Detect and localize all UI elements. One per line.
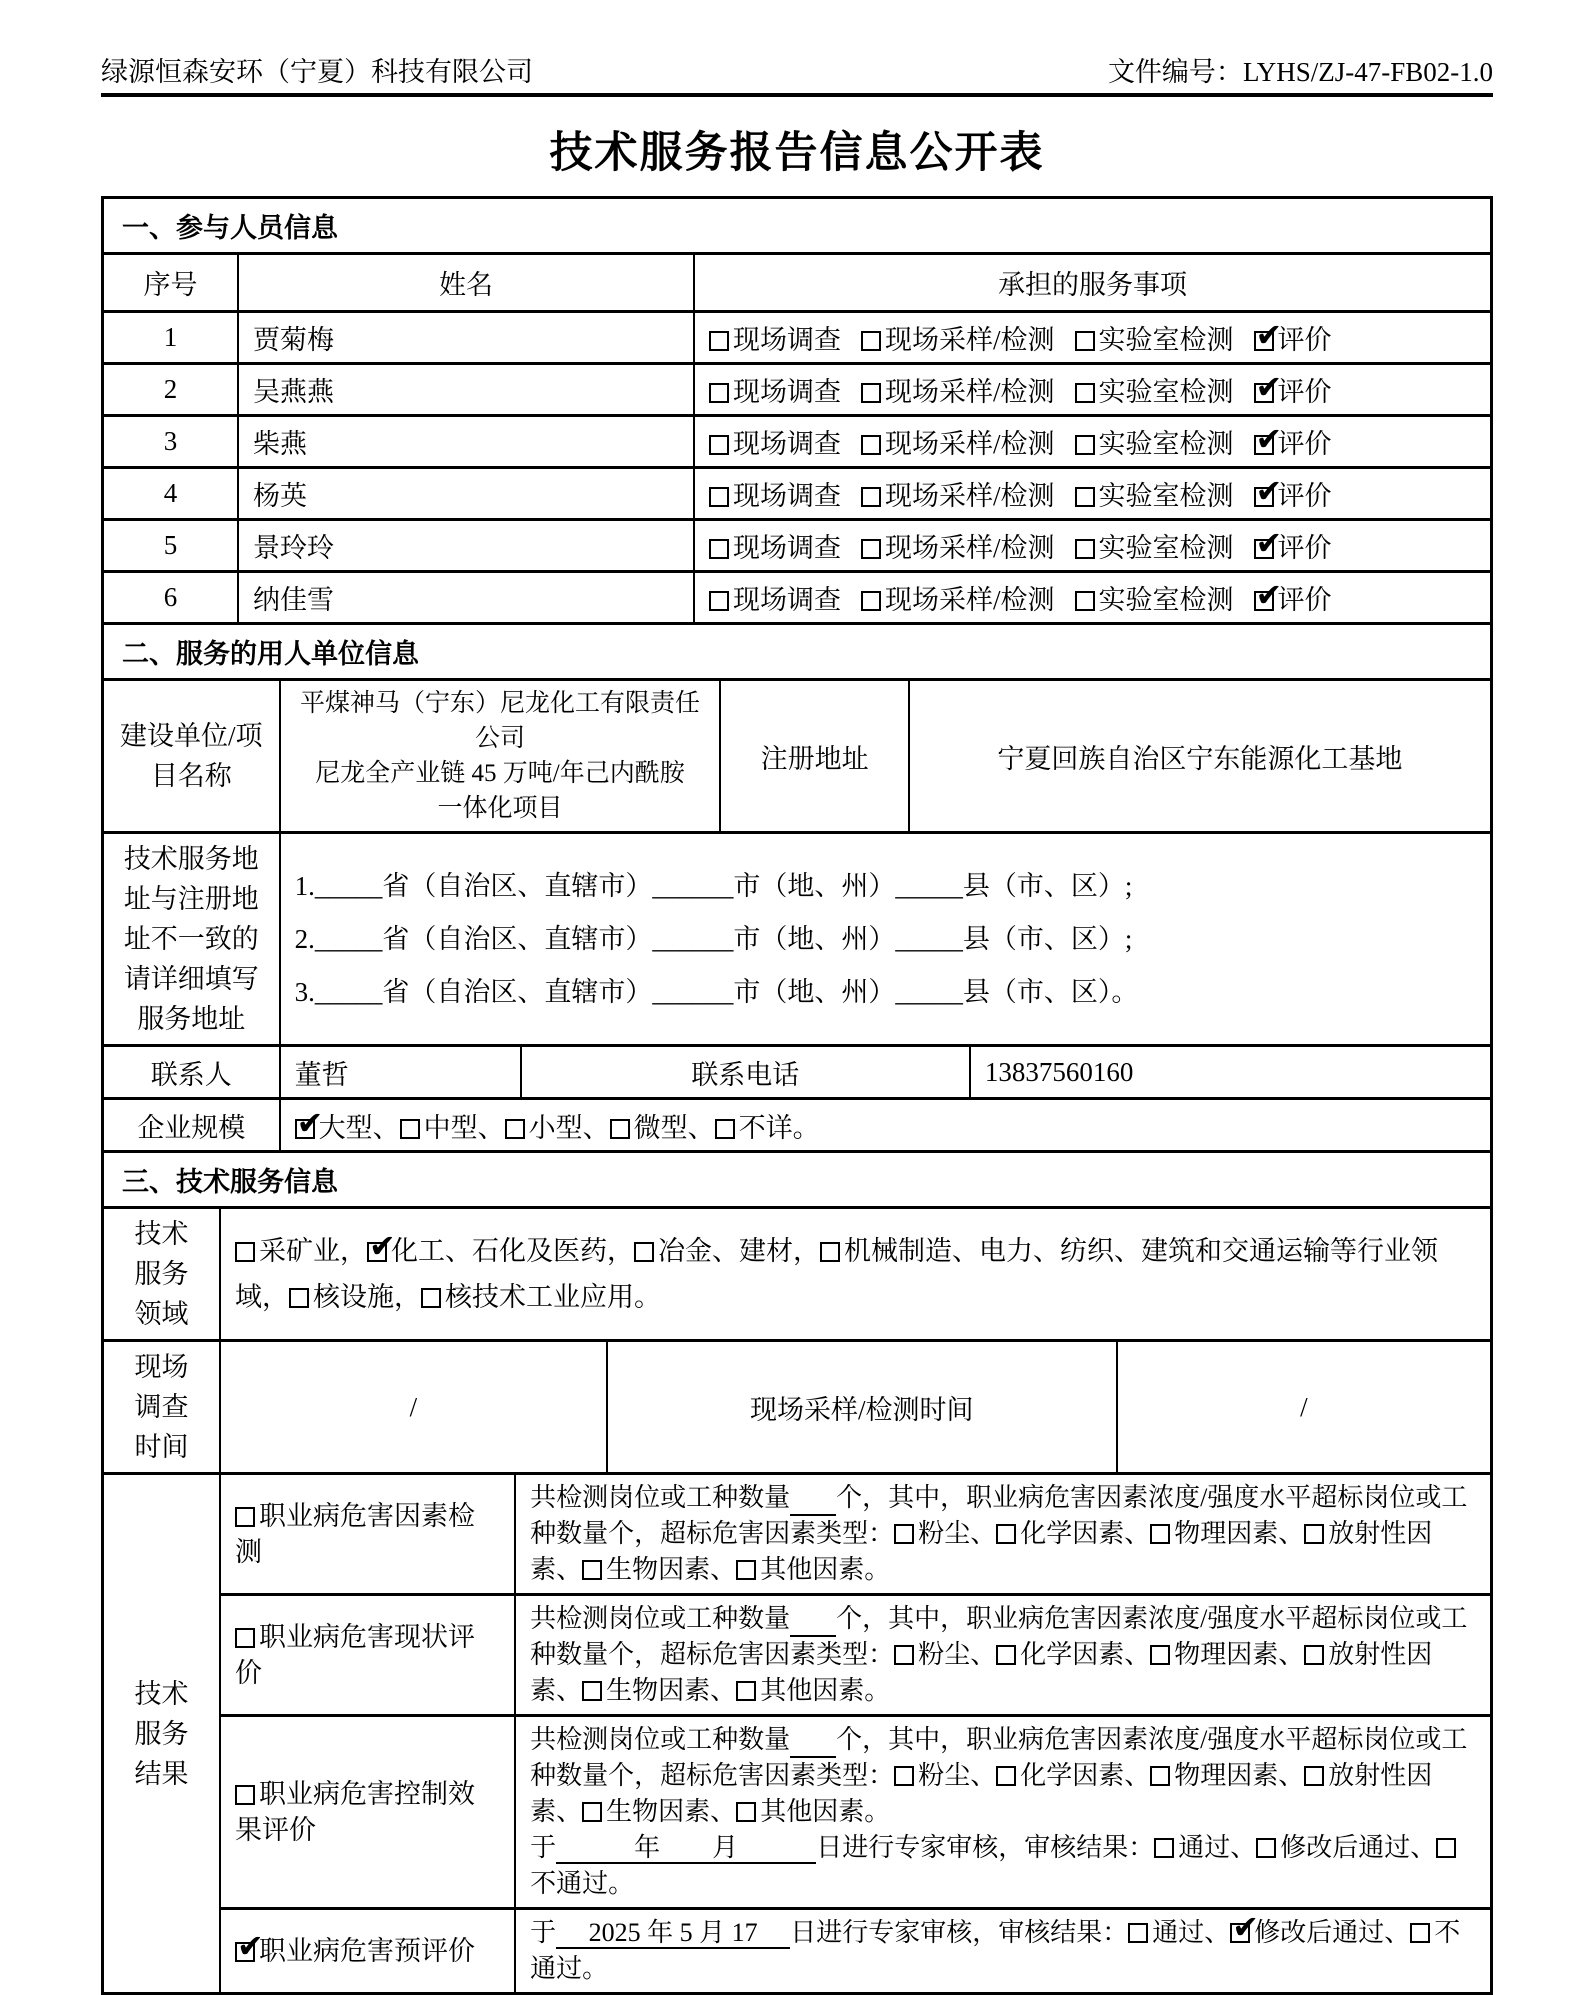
checkbox-site-sampling[interactable]: [861, 435, 881, 455]
registered-address-value: 宁夏回族自治区宁东能源化工基地: [908, 681, 1490, 831]
column-header-services: 承担的服务事项: [693, 255, 1490, 310]
option-label: 其他因素。: [760, 1555, 891, 1584]
checkbox-site-survey[interactable]: [709, 487, 729, 507]
section3-heading-row: [104, 1150, 1490, 1206]
checkbox-factor-chemical[interactable]: [996, 1766, 1016, 1786]
option-label: 现场调查: [733, 585, 842, 615]
option-label: 评价: [1277, 377, 1332, 407]
checkbox-review-pass-after-revision[interactable]: [1256, 1838, 1276, 1858]
checkbox-lab-testing[interactable]: [1075, 487, 1095, 507]
option-label: 现场采样/检测: [885, 481, 1055, 511]
option-label: 放射性因素、: [530, 1640, 1433, 1705]
checkbox-evaluation[interactable]: [1254, 383, 1274, 403]
service-address-lines: [279, 834, 1490, 1044]
review-line: 于 年 月 日进行专家审核，审核结果： 通过、 修改后通过、不通过。: [530, 1830, 1476, 1902]
person-row: [104, 518, 1490, 570]
survey-time-value: /: [219, 1342, 606, 1472]
checkbox-review-fail[interactable]: [1410, 1923, 1430, 1943]
option-label: 现场调查: [733, 533, 842, 563]
option-label: 物理因素、: [1174, 1519, 1305, 1548]
person-name: 柴燕: [237, 417, 693, 466]
results-rows: [219, 1475, 1490, 1992]
checkbox-review-pass-after-revision[interactable]: [1230, 1923, 1250, 1943]
option-label: 其他因素。: [760, 1676, 891, 1705]
person-index: 5: [163, 530, 178, 560]
option-label: 化学因素、: [1020, 1761, 1151, 1790]
option-label: 修改后通过、: [1254, 1918, 1411, 1947]
option-label: 化学因素、: [1020, 1519, 1151, 1548]
checkbox-lab-testing[interactable]: [1075, 539, 1095, 559]
option-label: 核技术工业应用。: [445, 1282, 662, 1312]
checkbox-scale-small[interactable]: [505, 1119, 525, 1139]
checkbox-field-mining[interactable]: [235, 1242, 255, 1262]
option-label: 实验室检测: [1098, 377, 1234, 407]
option-label: 实验室检测: [1098, 325, 1234, 355]
checkbox-factor-chemical[interactable]: [996, 1524, 1016, 1544]
option-label: 评价: [1277, 533, 1332, 563]
review-date-value[interactable]: 2025 年 5 月 17: [556, 1918, 791, 1947]
result-type-detection: [221, 1475, 514, 1593]
count-blank-field[interactable]: [790, 1728, 836, 1758]
checkbox-factor-physical[interactable]: [1150, 1524, 1170, 1544]
service-address-blank-line[interactable]: 3._____省（自治区、直辖市）______市（地、州）_____县（市、区）。: [294, 976, 1139, 1007]
time-row: [104, 1339, 1490, 1472]
person-services: [693, 417, 1490, 466]
option-label: 大型、: [318, 1112, 400, 1143]
checkbox-lab-testing[interactable]: [1075, 591, 1095, 611]
option-label: 现场调查: [733, 481, 842, 511]
option-label: 不通过。: [530, 1918, 1461, 1983]
option-label: 现场采样/检测: [885, 429, 1055, 459]
checkbox-scale-micro[interactable]: [610, 1119, 630, 1139]
service-address-row: [104, 831, 1490, 1044]
checkbox-review-fail[interactable]: [1436, 1838, 1456, 1858]
sampling-time-label: 现场采样/检测时间: [606, 1342, 1116, 1472]
section1-header-row: [104, 252, 1490, 310]
checkbox-factor-dust[interactable]: [894, 1766, 914, 1786]
company-name: 绿源恒森安环（宁夏）科技有限公司: [101, 57, 533, 87]
option-label: 实验室检测: [1098, 429, 1234, 459]
option-label: 不详。: [738, 1112, 820, 1143]
person-services: [693, 521, 1490, 570]
person-name: 纳佳雪: [237, 573, 693, 622]
result-row-status-eval: [221, 1593, 1490, 1714]
checkbox-factor-radioactive[interactable]: [1304, 1645, 1324, 1665]
results-block: [104, 1472, 1490, 1992]
checkbox-scale-unknown[interactable]: [715, 1119, 735, 1139]
option-label: 职业病危害控制效果评价: [235, 1779, 476, 1845]
option-label: 化学因素、: [1020, 1640, 1151, 1669]
checkbox-factor-dust[interactable]: [894, 1645, 914, 1665]
checkbox-factor-biological[interactable]: [582, 1681, 602, 1701]
checkbox-lab-testing[interactable]: [1075, 383, 1095, 403]
option-label: 物理因素、: [1174, 1761, 1305, 1790]
option-label: 评价: [1277, 325, 1332, 355]
service-address-label: 技术服务地 址与注册地 址不一致的 请详细填写 服务地址: [123, 844, 259, 1034]
checkbox-site-sampling[interactable]: [861, 383, 881, 403]
checkbox-site-sampling[interactable]: [861, 591, 881, 611]
checkbox-factor-dust[interactable]: [894, 1524, 914, 1544]
doc-number: 文件编号：LYHS/ZJ-47-FB02-1.0: [1107, 57, 1493, 87]
contact-row: [104, 1044, 1490, 1097]
option-label: 生物因素、: [606, 1797, 737, 1826]
results-label: 技术 服务 结果: [134, 1678, 189, 1789]
section1-heading-row: [104, 199, 1490, 252]
column-header-index: 序号: [143, 270, 198, 300]
result-content: 共检测岗位或工种数量 个，其中，职业病危害因素浓度/强度水平超标岗位或工种数量个，超标危害因素类型： 粉尘、 化学因素、 物理因素、 放射性因素、 生物因素、 其他因素。: [514, 1475, 1490, 1593]
person-name: 景玲玲: [237, 521, 693, 570]
checkbox-field-nuclear-tech[interactable]: [421, 1288, 441, 1308]
option-label: 粉尘、: [918, 1761, 997, 1790]
person-name: 吴燕燕: [237, 365, 693, 414]
result-type-status-eval: [221, 1596, 514, 1714]
checkbox-site-sampling[interactable]: [861, 331, 881, 351]
person-index: 3: [163, 426, 178, 456]
person-row: [104, 310, 1490, 362]
option-label: 机械制造、电力、纺织、建筑和交通运输等行业领域，: [235, 1236, 1439, 1312]
option-label: 通过、: [1178, 1833, 1257, 1862]
option-label: 中型、: [423, 1112, 505, 1143]
section2-heading-row: [104, 622, 1490, 678]
option-label: 实验室检测: [1098, 481, 1234, 511]
column-header-name: 姓名: [237, 255, 693, 310]
option-label: 现场调查: [733, 377, 842, 407]
option-label: 生物因素、: [606, 1555, 737, 1584]
contact-name: 董哲: [279, 1047, 520, 1097]
person-index: 2: [163, 374, 178, 404]
option-label: 现场调查: [733, 429, 842, 459]
checkbox-factor-radioactive[interactable]: [1304, 1524, 1324, 1544]
option-label: 生物因素、: [606, 1676, 737, 1705]
checkbox-factor-other[interactable]: [736, 1681, 756, 1701]
checkbox-evaluation[interactable]: [1254, 591, 1274, 611]
result-content: 于 2025 年 5 月 17 日进行专家审核，审核结果： 通过、 ✔ 修改后通过、 不通过。: [514, 1910, 1490, 1992]
option-label: 微型、: [633, 1112, 715, 1143]
survey-time-label: 现场 调查 时间: [134, 1352, 189, 1462]
checkbox-field-nuclear-facility[interactable]: [289, 1288, 309, 1308]
checkbox-lab-testing[interactable]: [1075, 331, 1095, 351]
option-label: 不通过。: [530, 1869, 635, 1898]
checkbox-scale-large[interactable]: [295, 1119, 315, 1139]
service-field-options: [219, 1209, 1490, 1339]
result-row-detection: [221, 1475, 1490, 1593]
person-services: [693, 573, 1490, 622]
document-page: [101, 0, 1493, 1995]
option-label: 现场采样/检测: [885, 325, 1055, 355]
service-field-label: 技术 服务 领域: [134, 1219, 189, 1329]
form-table: [101, 196, 1493, 1995]
person-services: [693, 365, 1490, 414]
checkbox-factor-physical[interactable]: [1150, 1766, 1170, 1786]
checkbox-field-metallurgy[interactable]: [634, 1242, 654, 1262]
checkbox-review-pass[interactable]: [1154, 1838, 1174, 1858]
checkbox-result-status-eval[interactable]: [235, 1628, 255, 1648]
option-label: 修改后通过、: [1280, 1833, 1437, 1862]
result-row-control-eval: [221, 1714, 1490, 1907]
result-type-control-eval: [221, 1717, 514, 1907]
checkbox-result-pre-eval[interactable]: [235, 1942, 255, 1962]
person-services: [693, 469, 1490, 518]
project-row: [104, 678, 1490, 831]
checkbox-evaluation[interactable]: [1254, 331, 1274, 351]
result-content: 共检测岗位或工种数量 个，其中，职业病危害因素浓度/强度水平超标岗位或工种数量个，超标危害因素类型： 粉尘、 化学因素、 物理因素、 放射性因素、 生物因素、 其他因素。 于 年 月 日进行专家审核，审核结果： 通过、 修改后通过、不通过。: [514, 1717, 1490, 1907]
checkbox-site-survey[interactable]: [709, 331, 729, 351]
option-label: 小型、: [528, 1112, 610, 1143]
checkbox-factor-other[interactable]: [736, 1802, 756, 1822]
section1-heading: 一、参与人员信息: [122, 213, 338, 243]
checkbox-result-control-eval[interactable]: [235, 1785, 255, 1805]
result-type-pre-eval: [221, 1910, 514, 1992]
project-label: 建设单位/项 目名称: [120, 721, 263, 791]
section2-heading: 二、服务的用人单位信息: [122, 639, 419, 669]
option-label: 放射性因素、: [530, 1761, 1433, 1826]
person-index: 6: [163, 582, 178, 612]
option-label: 职业病危害预评价: [259, 1936, 476, 1966]
registered-address-label: 注册地址: [719, 681, 907, 831]
result-row-pre-eval: [221, 1907, 1490, 1992]
person-index: 4: [163, 478, 178, 508]
checkbox-factor-biological[interactable]: [582, 1802, 602, 1822]
option-label: 粉尘、: [918, 1519, 997, 1548]
person-row: [104, 362, 1490, 414]
option-label: 化工、石化及医药，: [391, 1236, 635, 1266]
option-label: 通过、: [1152, 1918, 1231, 1947]
checkbox-evaluation[interactable]: [1254, 435, 1274, 455]
option-label: 职业病危害现状评价: [235, 1622, 476, 1688]
checkbox-site-survey[interactable]: [709, 435, 729, 455]
option-label: 其他因素。: [760, 1797, 891, 1826]
person-name: 杨英: [237, 469, 693, 518]
enterprise-scale-options: [279, 1100, 1490, 1150]
option-label: 职业病危害因素检测: [235, 1501, 476, 1567]
person-row: [104, 570, 1490, 622]
checkbox-evaluation[interactable]: [1254, 539, 1274, 559]
option-label: 粉尘、: [918, 1640, 997, 1669]
checkbox-factor-physical[interactable]: [1150, 1645, 1170, 1665]
checkbox-field-chemical[interactable]: [367, 1242, 387, 1262]
count-blank-field[interactable]: [790, 1607, 836, 1637]
checkbox-factor-chemical[interactable]: [996, 1645, 1016, 1665]
checkbox-site-survey[interactable]: [709, 539, 729, 559]
option-label: 现场采样/检测: [885, 533, 1055, 563]
service-address-blank-line[interactable]: 1._____省（自治区、直辖市）______市（地、州）_____县（市、区）;: [294, 870, 1133, 901]
result-content: 共检测岗位或工种数量 个，其中，职业病危害因素浓度/强度水平超标岗位或工种数量个，超标危害因素类型： 粉尘、 化学因素、 物理因素、 放射性因素、 生物因素、 其他因素。: [514, 1596, 1490, 1714]
phone-label: 联系电话: [520, 1047, 969, 1097]
project-name: 平煤神马（宁东）尼龙化工有限责任公司 尼龙全产业链 45 万吨/年己内酰胺 一体化项目: [279, 681, 720, 831]
checkbox-evaluation[interactable]: [1254, 487, 1274, 507]
checkbox-factor-radioactive[interactable]: [1304, 1766, 1324, 1786]
option-label: 冶金、建材，: [658, 1236, 821, 1266]
checkbox-factor-biological[interactable]: [582, 1560, 602, 1580]
count-blank-field[interactable]: [790, 1486, 836, 1516]
person-row: [104, 414, 1490, 466]
checkbox-scale-medium[interactable]: [400, 1119, 420, 1139]
phone-value: 13837560160: [969, 1047, 1490, 1097]
person-index: 1: [163, 322, 178, 352]
person-row: [104, 466, 1490, 518]
service-field-row: [104, 1206, 1490, 1339]
option-label: 评价: [1277, 585, 1332, 615]
checkbox-site-sampling[interactable]: [861, 539, 881, 559]
checkbox-site-survey[interactable]: [709, 591, 729, 611]
person-services: [693, 313, 1490, 362]
checkbox-site-survey[interactable]: [709, 383, 729, 403]
option-label: 现场采样/检测: [885, 585, 1055, 615]
option-label: 实验室检测: [1098, 585, 1234, 615]
checkbox-lab-testing[interactable]: [1075, 435, 1095, 455]
checkbox-site-sampling[interactable]: [861, 487, 881, 507]
page-title: 技术服务报告信息公开表: [549, 130, 1045, 177]
review-date-blank[interactable]: 年 月: [556, 1833, 817, 1862]
option-label: 评价: [1277, 429, 1332, 459]
option-label: 核设施，: [313, 1282, 422, 1312]
option-label: 采矿业，: [259, 1236, 368, 1266]
option-label: 现场调查: [733, 325, 842, 355]
option-label: 实验室检测: [1098, 533, 1234, 563]
enterprise-scale-row: [104, 1097, 1490, 1150]
checkbox-field-machinery[interactable]: [820, 1242, 840, 1262]
checkbox-result-detection[interactable]: [235, 1507, 255, 1527]
option-label: 物理因素、: [1174, 1640, 1305, 1669]
option-label: 放射性因素、: [530, 1519, 1433, 1584]
sampling-time-value: /: [1116, 1342, 1490, 1472]
contact-label: 联系人: [150, 1059, 232, 1090]
section3-heading: 三、技术服务信息: [122, 1167, 338, 1197]
person-name: 贾菊梅: [237, 313, 693, 362]
service-address-blank-line[interactable]: 2._____省（自治区、直辖市）______市（地、州）_____县（市、区）;: [294, 923, 1133, 954]
enterprise-scale-label: 企业规模: [137, 1112, 246, 1143]
page-header: [101, 50, 1493, 97]
option-label: 现场采样/检测: [885, 377, 1055, 407]
option-label: 评价: [1277, 481, 1332, 511]
checkbox-factor-other[interactable]: [736, 1560, 756, 1580]
checkbox-review-pass[interactable]: [1128, 1923, 1148, 1943]
